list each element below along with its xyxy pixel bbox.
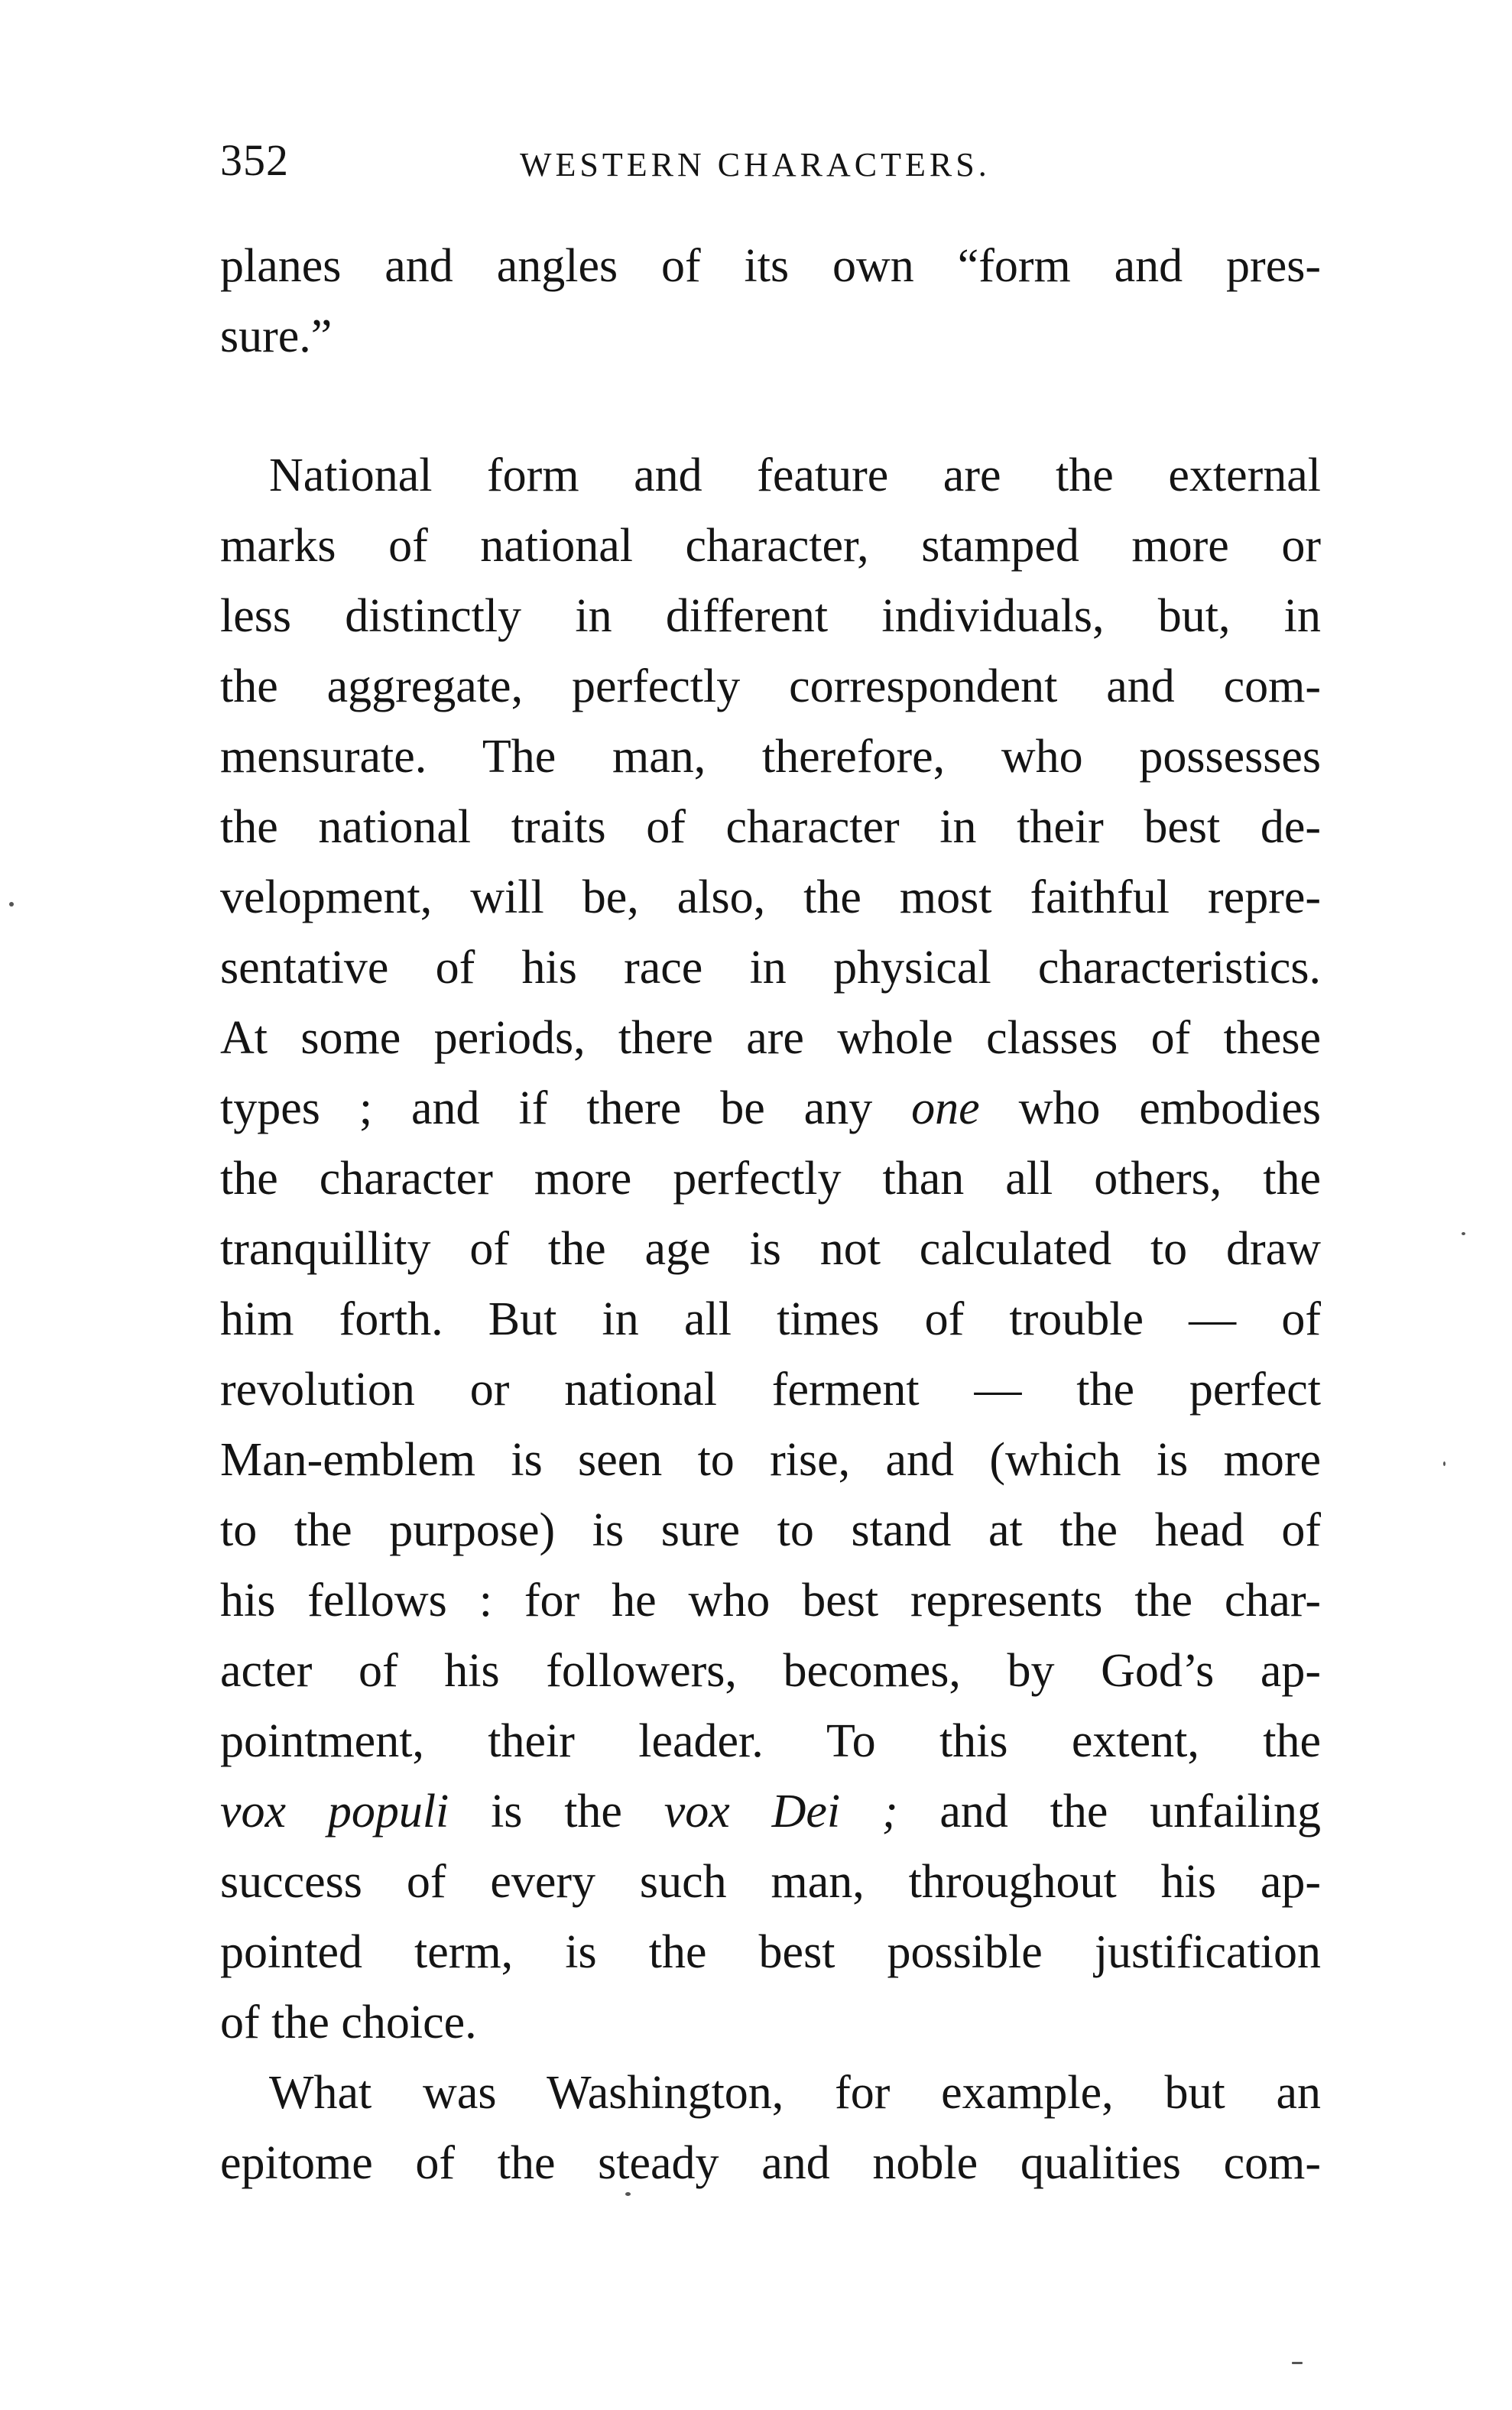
text-line: pointment, their leader. To this extent, the (220, 1715, 1321, 1767)
text-line: him forth. But in all times of trouble — of (220, 1293, 1321, 1345)
text-line: his fellows : for he who best represents the char- (220, 1575, 1321, 1627)
italic-phrase: vox Dei ; (664, 1786, 898, 1838)
line-text: is the (449, 1786, 664, 1838)
text-line: tranquillity of the age is not calculated to draw (220, 1223, 1321, 1275)
line-text: who embodies (979, 1082, 1321, 1134)
paper-speck (1292, 2362, 1303, 2364)
text-line: mensurate. The man, therefore, who possesses (220, 731, 1321, 783)
text-line: to the purpose) is sure to stand at the head of (220, 1504, 1321, 1556)
page-header (220, 130, 1321, 191)
paper-speck (625, 2192, 631, 2196)
text-line: the national traits of character in their best de- (220, 801, 1321, 853)
text-line: success of every such man, throughout his ap- (220, 1856, 1321, 1908)
line-text: and the unfailing (897, 1786, 1321, 1838)
paper-speck (1462, 1232, 1465, 1235)
paragraph-national-form (220, 440, 1321, 2058)
text-line: At some periods, there are whole classes of these (220, 1012, 1321, 1064)
paragraph-continuation (220, 231, 1321, 371)
text-line: planes and angles of its own “form and pres- (220, 240, 1321, 292)
paper-speck (9, 902, 14, 907)
text-line: of the choice. (220, 1996, 477, 2048)
line-text: types ; and if there be any (220, 1082, 912, 1134)
text-line: marks of national character, stamped more or (220, 520, 1321, 572)
italic-word: one (911, 1082, 980, 1134)
text-line: the aggregate, perfectly correspondent and com- (220, 660, 1321, 712)
italic-phrase: vox populi (220, 1786, 449, 1838)
text-line: sure.” (220, 310, 333, 362)
body-text (220, 231, 1321, 2198)
text-line: acter of his followers, becomes, by God’s ap- (220, 1645, 1321, 1697)
text-line: Man-emblem is seen to rise, and (which is more (220, 1434, 1321, 1486)
paragraph-washington (220, 2058, 1321, 2198)
page-number: 352 (220, 135, 289, 185)
text-line: velopment, will be, also, the most faithful repre- (220, 871, 1321, 923)
text-line: National form and feature are the external (269, 449, 1321, 501)
text-line: less distinctly in different individuals, but, in (220, 590, 1321, 642)
paper-speck (1443, 1461, 1445, 1466)
running-title: WESTERN CHARACTERS. (520, 146, 991, 183)
text-line: the character more perfectly than all others, the (220, 1153, 1321, 1205)
paragraph-gap (220, 371, 1321, 440)
text-line: revolution or national ferment — the perfect (220, 1364, 1321, 1416)
text-line: pointed term, is the best possible justification (220, 1926, 1321, 1978)
text-line-with-italic (220, 1073, 1321, 1143)
text-line: What was Washington, for example, but an (269, 2067, 1321, 2119)
text-line: sentative of his race in physical characteristics. (220, 942, 1321, 994)
text-line-with-italic (220, 1776, 1321, 1847)
text-line: epitome of the steady and noble qualities com- (220, 2137, 1321, 2189)
